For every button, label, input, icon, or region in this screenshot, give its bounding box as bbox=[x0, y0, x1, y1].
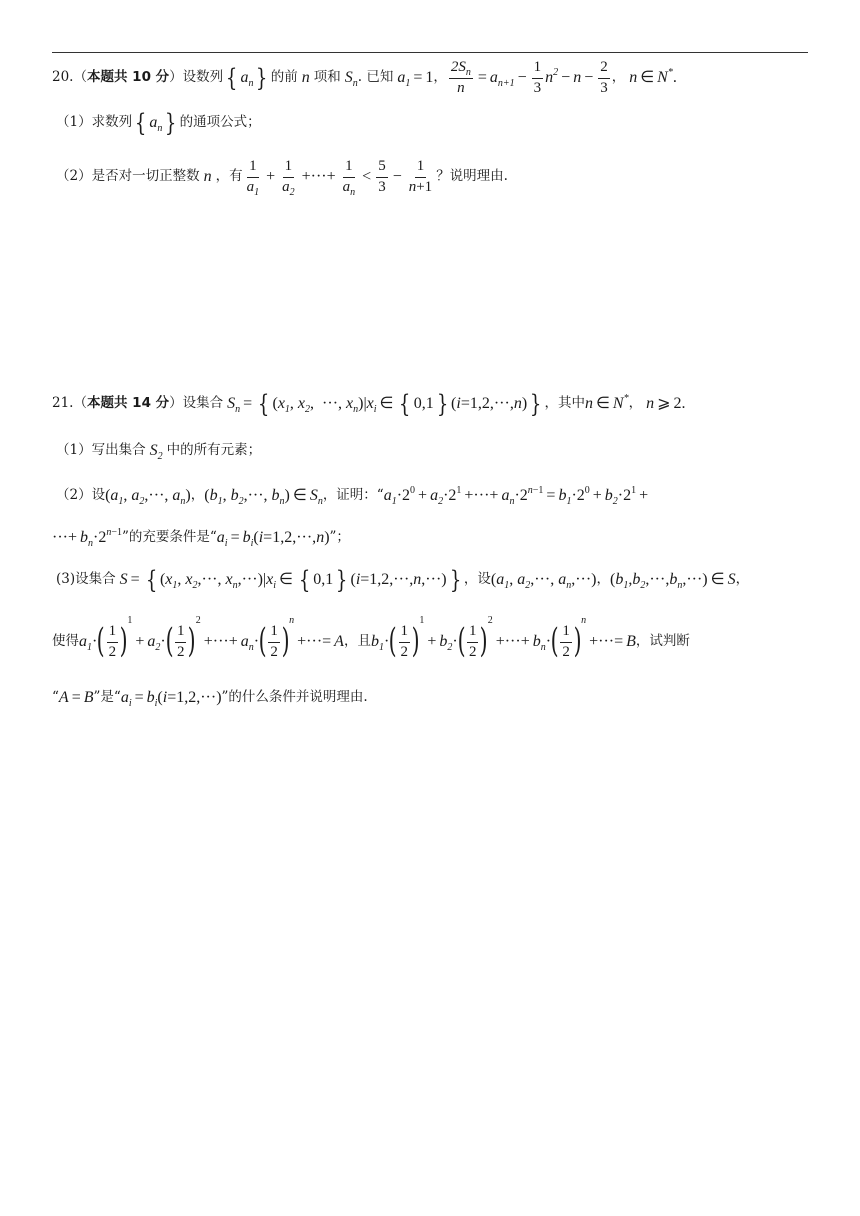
q20-score: 本题共 10 分 bbox=[86, 69, 170, 86]
q20-statement: 20.（ 本题共 10 分 ） 设数列 { $a_n$ } 的前 n 项和 $S_n$ . 已知 $a_1$ = 1 ， $\frac{2S_n}{n}$ = $a_{n+1}$ − $\frac{1}{3}$ $n^2$ − n − $\frac{2}{3}$ ， n ∈ N* . bbox=[52, 58, 677, 96]
q21-part2-cont: ···+ $b_n$ $\cdot 2^{n-1}$ ”的充要条件是“ $a_i$ = $b_i$ ( i =1,2,···, n ) ”； bbox=[52, 527, 350, 549]
q21-part3: (3) 设集合 S = { ( $x_1$ , $x_2$ ,···, $x_n$ ,···) | $x_i$ ∈ { 0,1 } ( i =1,2,···, n ,···) } ，设 ( $a_1$ , $a_2$ ,···, $a_n$ ,···) ， ( $b_1$ , $b_2$ ,···, $b_n$ ,···) ∈ S ， bbox=[56, 566, 750, 594]
q20-part1: （1） 求数列 { $a_n$ } 的通项公式； bbox=[56, 109, 261, 137]
q21-part3-series: 使得 $a_1$ · ( $\frac{1}{2}$ ) $^1$ + $a_2$ · ( $\frac{1}{2}$ ) $^2$ +···+ $a_n$ · ( $\frac{1}{2}$ ) $^n$ +···= A ，且 $b_1$ · ( $\frac{1}{2}$ ) $^1$ + $b_2$ · ( $\frac{1}{2}$ ) $^2$ +···+ $b_n$ · ( $\frac{1}{2}$ ) $^n$ +···= B ，试判断 bbox=[52, 614, 690, 661]
q21-part3-question: “ A = B ”是“ $a_i$ = $b_i$ ( i =1,2,···) ”的什么条件并说明理由. bbox=[52, 689, 368, 709]
q21-part1: （1） 写出集合 $S_2$ 中的所有元素； bbox=[56, 442, 262, 462]
q21-part2: （2） 设 ( $a_1$ , $a_2$ ,···, $a_n$ ) ， ( $b_1$ , $b_2$ ,···, $b_n$ ) ∈ $S_n$ ，证明：“ $a_1$ $\cdot 2^0$ + $a_2$ $\cdot 2^1$ +···+ $a_n$ $\cdot 2^{n-1}$ = $b_1$ $\cdot 2^0$ + $b_2$ $\cdot 2^1$ + bbox=[56, 485, 649, 507]
q21-score: 本题共 14 分 bbox=[86, 395, 170, 412]
top-rule bbox=[52, 52, 808, 53]
q21-statement: 21.（ 本题共 14 分 ） 设集合 $S_n$ = { ( $x_1$ , $x_2$ , ···, $x_n$ ) | $x_i$ ∈ { 0,1 } ( i =1,2,···, n ) } ，其中 n ∈ N* ， n ⩾ 2. bbox=[52, 390, 686, 418]
q20-part2: （2） 是否对一切正整数 n ，有 $\frac{1}{a_1}$ + $\frac{1}{a_2}$ +···+ $\frac{1}{a_n}$ < $\frac{5}{3}$ − $\frac{1}{n+1}$ ？说明理由. bbox=[56, 157, 508, 198]
